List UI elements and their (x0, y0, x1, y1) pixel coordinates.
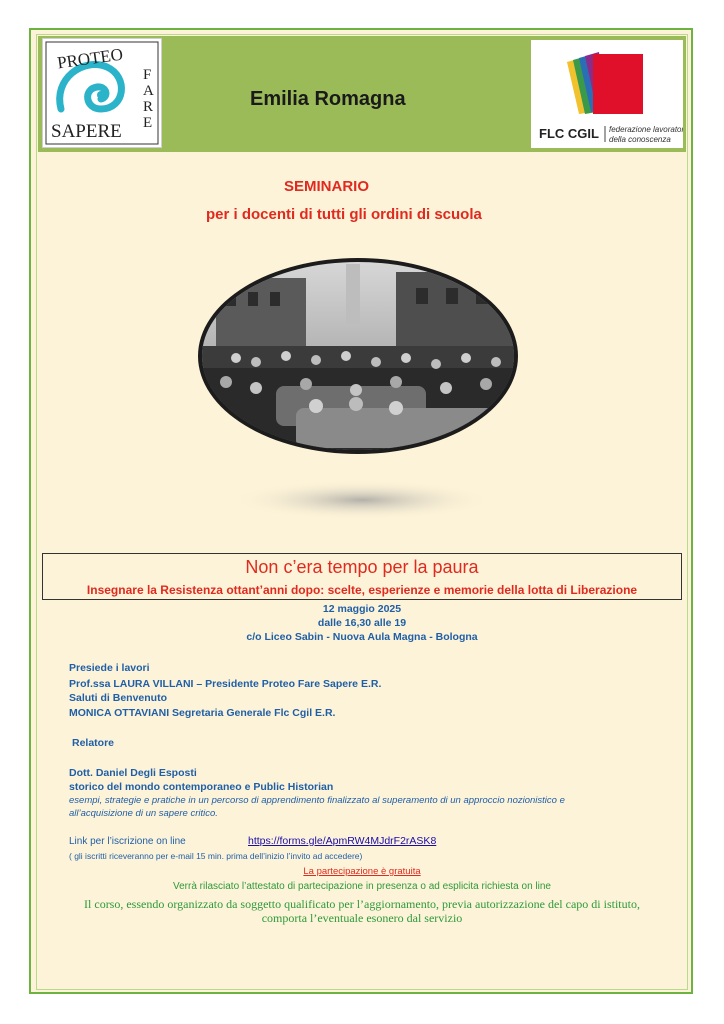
region-title: Emilia Romagna (250, 88, 406, 110)
proteo-logo-graphic (43, 39, 161, 147)
event-date: 12 maggio 2025 (322, 603, 402, 615)
svg-text:PROTEO: PROTEO (56, 44, 125, 73)
event-place: c/o Liceo Sabin - Nuova Aula Magna - Bologna (246, 631, 478, 643)
svg-text:SAPERE: SAPERE (51, 121, 122, 142)
audience-line: per i docenti di tutti gli ordini di scuola (206, 206, 482, 223)
svg-text:federazione lavoratori: federazione lavoratori (609, 125, 683, 134)
course-note-line-2: comporta l’eventuale esonero dal servizio (261, 911, 463, 925)
liberation-photo (196, 258, 528, 520)
presiede-label: Presiede i lavori (69, 662, 150, 674)
saluti-label: Saluti di Benvenuto (69, 692, 168, 704)
svg-text:FLC CGIL: FLC CGIL (539, 126, 599, 141)
course-note-line-1: Il corso, essendo organizzato da soggetto qualificato per l’aggiornamento, previa autorizzazione del capo di istituto, (84, 897, 640, 911)
presiede-name: Prof.ssa LAURA VILLANI – Presidente Proteo Fare Sapere E.R. (69, 678, 382, 690)
svg-text:E: E (143, 115, 153, 131)
flc-cgil-logo (531, 40, 683, 148)
relatore-label: Relatore (72, 737, 115, 749)
registration-label: Link per l’iscrizione on line (69, 836, 186, 847)
free-participation: La partecipazione è gratuita (303, 866, 421, 877)
relatore-name: Dott. Daniel Degli Esposti (69, 767, 197, 779)
svg-text:F: F (143, 67, 152, 83)
registration-link[interactable]: https://forms.gle/ApmRW4MJdrF2rASK8 (248, 835, 437, 847)
registration-note: ( gli iscritti riceveranno per e-mail 15 min. prima dell’inizio l’invito ad accedere) (69, 851, 363, 861)
main-title: Non c’era tempo per la paura (245, 557, 479, 577)
event-time: dalle 16,30 alle 19 (317, 617, 407, 629)
relatore-role: storico del mondo contemporaneo e Public Historian (69, 781, 334, 793)
description-line-2: all’acquisizione di un sapere critico. (69, 808, 218, 819)
description-line-1: esempi, strategie e pratiche in un percorso di apprendimento finalizzato al superamento di un approccio nozionistico e (69, 795, 565, 806)
svg-text:della conoscenza: della conoscenza (609, 135, 671, 144)
proteo-fare-sapere-logo (42, 38, 162, 148)
seminario-label: SEMINARIO (284, 178, 370, 195)
svg-text:A: A (143, 83, 154, 99)
attestato-note: Verrà rilasciato l’attestato di partecipazione in presenza o ad esplicita richiesta on line (173, 881, 551, 892)
subtitle: Insegnare la Resistenza ottant’anni dopo: scelte, esperienze e memorie della lotta di Liberazione (86, 583, 638, 597)
flc-cgil-logo-graphic (531, 40, 683, 148)
svg-text:R: R (143, 99, 154, 115)
saluti-name: MONICA OTTAVIANI Segretaria Generale Flc Cgil E.R. (69, 707, 336, 719)
